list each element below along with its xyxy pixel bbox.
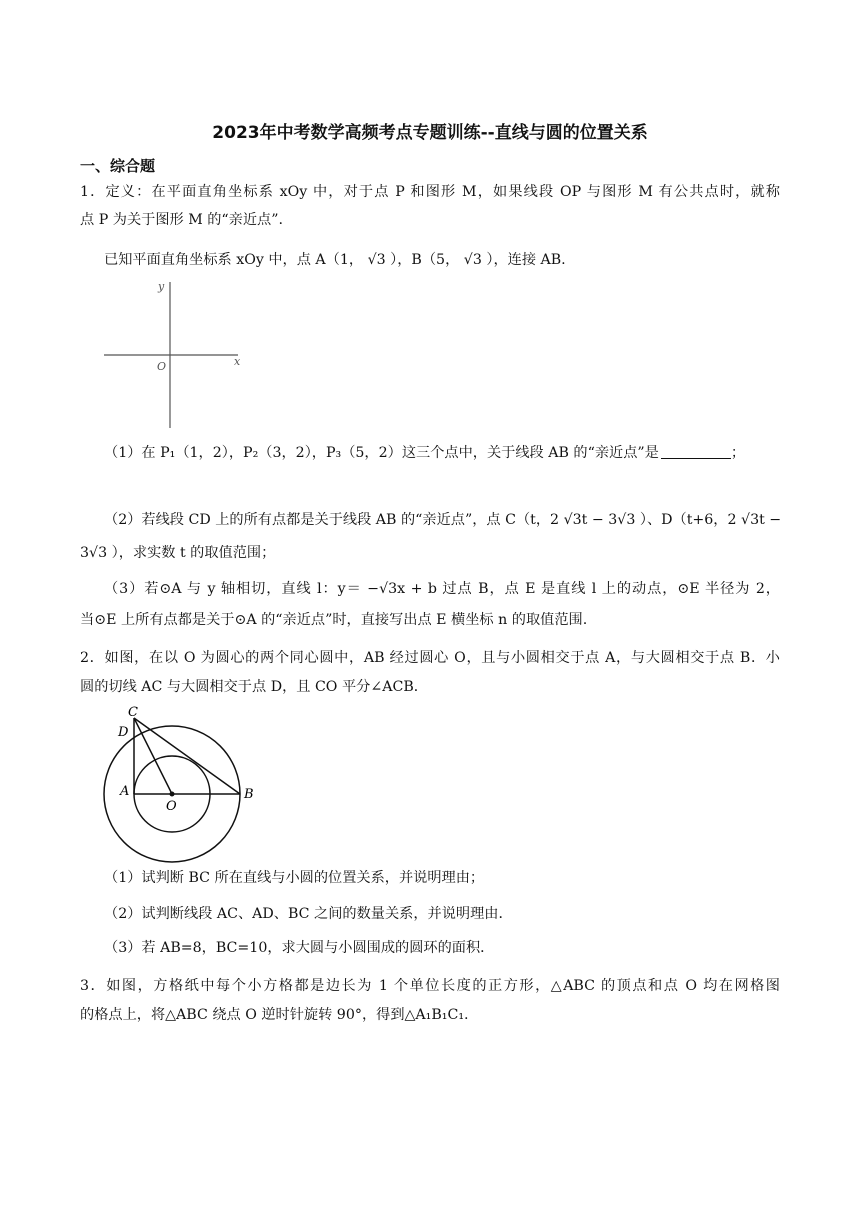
q1-part-2-line-1: （2）若线段 CD 上的所有点都是关于线段 AB 的“亲近点”，点 C（t，2 √3t − 3√3 ）、D（t+6，2 √3t − — [104, 512, 782, 528]
label-d: D — [118, 725, 129, 740]
q3-line-1: 3．如图，方格纸中每个小方格都是边长为 1 个单位长度的正方形，△ABC 的顶点和点 O 均在网格图 — [80, 978, 780, 994]
q2-part-2: （2）试判断线段 AC、AD、BC 之间的数量关系，并说明理由． — [104, 906, 513, 922]
q1-part-2-line-2: 3√3 ），求实数 t 的取值范围； — [80, 545, 276, 561]
q2-line-2: 圆的切线 AC 与大圆相交于点 D，且 CO 平分∠ACB． — [80, 679, 428, 695]
answer-blank — [661, 444, 731, 459]
q1-part-1-end: ； — [730, 445, 746, 461]
q3-line-2: 的格点上，将△ABC 绕点 O 逆时针旋转 90°，得到△A₁B₁C₁. — [80, 1007, 469, 1023]
q2-part-3: （3）若 AB=8，BC=10，求大圆与小圆围成的圆环的面积． — [104, 940, 495, 956]
label-c: C — [128, 705, 138, 720]
center-point — [170, 792, 175, 797]
label-b: B — [244, 787, 254, 802]
q1-line-2: 点 P 为关于图形 M 的“亲近点”. — [80, 212, 284, 228]
segment-bc — [134, 718, 240, 794]
q2-part-1: （1）试判断 BC 所在直线与小圆的位置关系，并说明理由； — [104, 870, 485, 886]
q1-part-1-text: （1）在 P₁（1，2），P₂（3，2），P₃（5，2）这三个点中，关于线段 AB 的“亲近点”是 — [104, 445, 659, 461]
q1-coordinate-axes-figure — [100, 278, 250, 433]
q1-part-1 — [104, 443, 804, 463]
origin-label: O — [157, 360, 167, 373]
q1-part-3-line-1: （3）若⊙A 与 y 轴相切，直线 l：y＝ −√3x + b 过点 B，点 E 是直线 l 上的动点，⊙E 半径为 2， — [104, 581, 780, 597]
page-title: 2023年中考数学高频考点专题训练--直线与圆的位置关系 — [212, 123, 648, 143]
q1-part-3-line-2: 当⊙E 上所有点都是关于⊙A 的“亲近点”时，直接写出点 E 横坐标 n 的取值范围. — [80, 612, 588, 628]
section-heading: 一、综合题 — [80, 157, 156, 175]
label-o: O — [166, 799, 177, 814]
x-axis-label: x — [234, 355, 241, 368]
y-axis-label: y — [158, 280, 165, 293]
label-a: A — [120, 784, 130, 799]
q1-line-3: 已知平面直角坐标系 xOy 中，点 A（1， √3 ），B（5， √3 ），连接 AB. — [104, 252, 566, 268]
q2-concentric-circles-figure — [98, 700, 268, 865]
q1-line-1: 1．定义：在平面直角坐标系 xOy 中，对于点 P 和图形 M，如果线段 OP 与图形 M 有公共点时，就称 — [80, 184, 780, 200]
q2-line-1: 2．如图，在以 O 为圆心的两个同心圆中，AB 经过圆心 O，且与小圆相交于点 A，与大圆相交于点 B．小 — [80, 650, 780, 666]
